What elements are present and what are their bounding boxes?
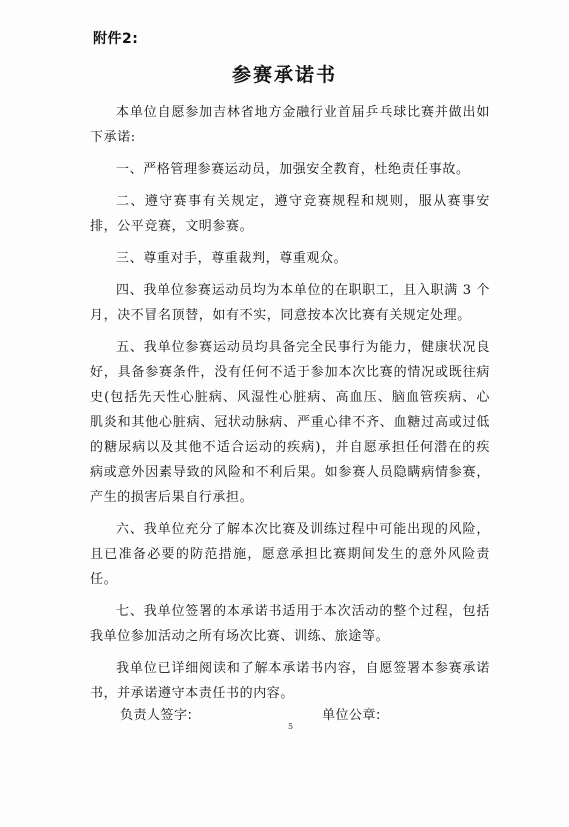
page-number: 5 <box>288 722 294 731</box>
document-title: 参赛承诺书 <box>231 64 337 86</box>
paragraph-item-4: 四、我单位参赛运动员均为本单位的在职职工，且入职满 3 个月，决不冒名顶替，如有不实，同意按本次比赛有关规定处理。 <box>90 283 490 323</box>
paragraph-item-1: 一、严格管理参赛运动员，加强安全教育，杜绝责任事故。 <box>116 162 470 177</box>
unit-seal-label: 单位公章: <box>322 708 381 723</box>
attachment-label: 附件2: <box>93 31 139 47</box>
paragraph-item-7: 七、我单位签署的本承诺书适用于本次活动的整个过程，包括我单位参加活动之所有场次比赛、训练、旅途等。 <box>90 604 490 644</box>
paragraph-item-3: 三、尊重对手，尊重裁判，尊重观众。 <box>116 251 348 266</box>
paragraph-item-6: 六、我单位充分了解本次比赛及训练过程中可能出现的风险，且已准备必要的防范措施，愿意承担比赛期间发生的意外风险责任。 <box>90 522 490 587</box>
paragraph-item-2: 二、遵守赛事有关规定，遵守竞赛规程和规则，服从赛事安排，公平竞赛，文明参赛。 <box>90 194 490 234</box>
responsible-person-signature-label: 负责人签字: <box>120 708 193 723</box>
paragraph-intro: 本单位自愿参加吉林省地方金融行业首届乒乓球比赛并做出如下承诺: <box>90 105 490 145</box>
document-body <box>90 100 490 713</box>
paragraph-closing: 我单位已详细阅读和了解本承诺书内容，自愿签署本参赛承诺书，并承诺遵守本责任书的内容。 <box>90 661 490 701</box>
paragraph-item-5: 五、我单位参赛运动员均具备完全民事行为能力，健康状况良好，具备参赛条件，没有任何不适于参加本次比赛的情况或既往病史(包括先天性心脏病、风湿性心脏病、高血压、脑血管疾病、心肌炎和其他心脏病、冠状动脉病、严重心律不齐、血糖过高或过低的糖尿病以及其他不适合运动的疾病)，并自愿承担任何潜在的疾病或意外因素导致的风险和不利后果。如参赛人员隐瞒病情参赛，产生的损害后果自行承担。 <box>90 340 490 505</box>
